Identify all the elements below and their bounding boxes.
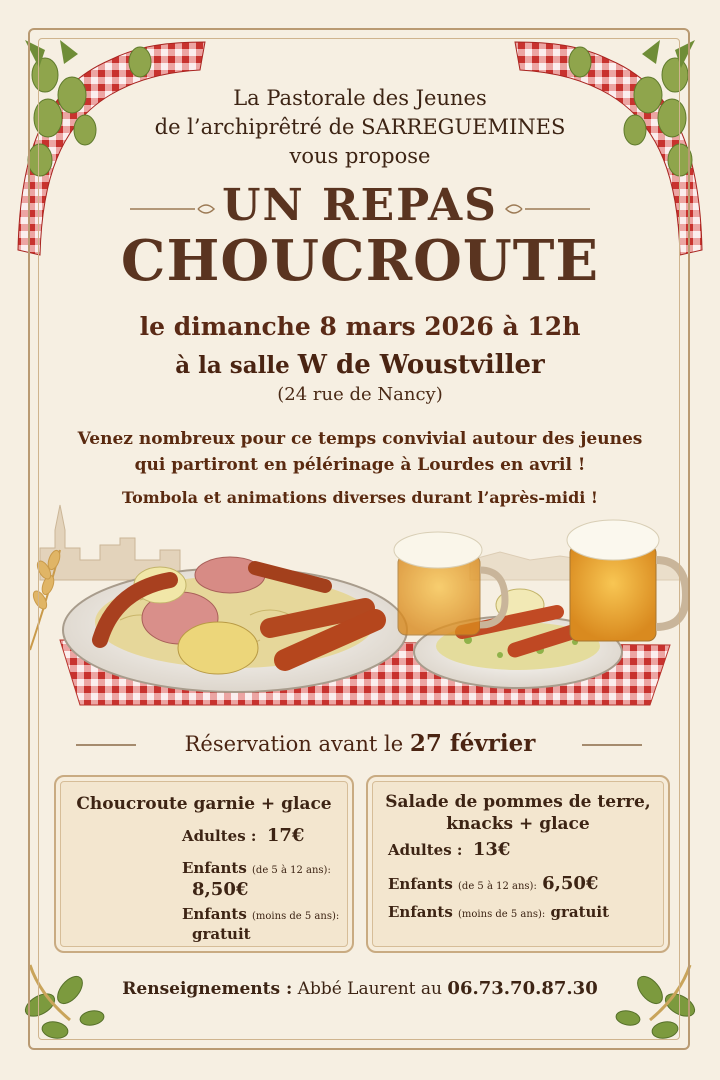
invite-line-1: Venez nombreux pour ce temps convivial autour des jeunes	[77, 429, 643, 449]
venue-name: W de Woustviller	[297, 350, 545, 380]
reservation-deadline	[0, 730, 720, 757]
organizer-intro	[0, 84, 720, 171]
intro-line-3: vous propose	[289, 144, 431, 168]
intro-line-2: de l’archiprêtré de SARREGUEMINES	[154, 115, 566, 139]
menu-left-children	[182, 859, 331, 877]
toddlers-note: (moins de 5 ans):	[252, 911, 340, 922]
reservation-prefix: Réservation avant le	[184, 732, 410, 756]
event-address: (24 rue de Nancy)	[277, 384, 443, 405]
invite-line-2: qui partiront en pélérinage à Lourdes en avril !	[134, 455, 586, 475]
menu-left-children-price	[192, 879, 248, 900]
menu-right-title-line-2: knacks + glace	[446, 814, 590, 834]
adults-price: 13€	[472, 839, 511, 860]
contact-phone: 06.73.70.87.30	[447, 978, 598, 999]
toddlers-note: (moins de 5 ans):	[458, 909, 546, 920]
menu-right-adults	[388, 839, 510, 860]
adults-price: 17€	[266, 825, 305, 846]
title-line-1: UN REPAS	[222, 180, 498, 231]
children-label: Enfants	[182, 859, 247, 877]
contact-label: Renseignements :	[122, 979, 293, 999]
menu-left-adults	[182, 825, 304, 846]
event-date: le dimanche 8 mars 2026 à 12h	[139, 312, 581, 341]
toddlers-price: gratuit	[550, 903, 610, 921]
title-line-2: CHOUCROUTE	[120, 228, 600, 294]
menu-right-title	[368, 791, 668, 835]
toddlers-label: Enfants	[388, 903, 453, 921]
children-note: (de 5 à 12 ans):	[458, 881, 537, 892]
adults-label: Adultes :	[388, 841, 463, 859]
children-note: (de 5 à 12 ans):	[252, 865, 331, 876]
adults-label: Adultes :	[182, 827, 257, 845]
children-price: 8,50€	[192, 879, 249, 900]
invitation-text	[0, 426, 720, 478]
intro-line-1: La Pastorale des Jeunes	[233, 86, 487, 110]
tombola-text: Tombola et animations diverses durant l’après-midi !	[122, 488, 598, 507]
children-price: 6,50€	[542, 873, 599, 894]
menu-left-title: Choucroute garnie + glace	[76, 794, 332, 814]
venue-prefix: à la salle	[175, 352, 298, 379]
menu-left-toddlers-price	[192, 925, 251, 943]
event-venue	[0, 350, 720, 380]
menu-right-title-line-1: Salade de pommes de terre,	[385, 792, 651, 812]
menu-box-choucroute	[54, 775, 354, 953]
menu-box-salade	[366, 775, 670, 953]
menu-left-toddlers	[182, 905, 339, 923]
reservation-date: 27 février	[409, 730, 536, 757]
toddlers-label: Enfants	[182, 905, 247, 923]
children-label: Enfants	[388, 875, 453, 893]
contact-info	[0, 978, 720, 999]
contact-person: Abbé Laurent au	[292, 979, 448, 999]
menu-right-toddlers	[388, 903, 609, 921]
menu-right-children	[388, 873, 598, 894]
toddlers-price: gratuit	[192, 925, 251, 943]
